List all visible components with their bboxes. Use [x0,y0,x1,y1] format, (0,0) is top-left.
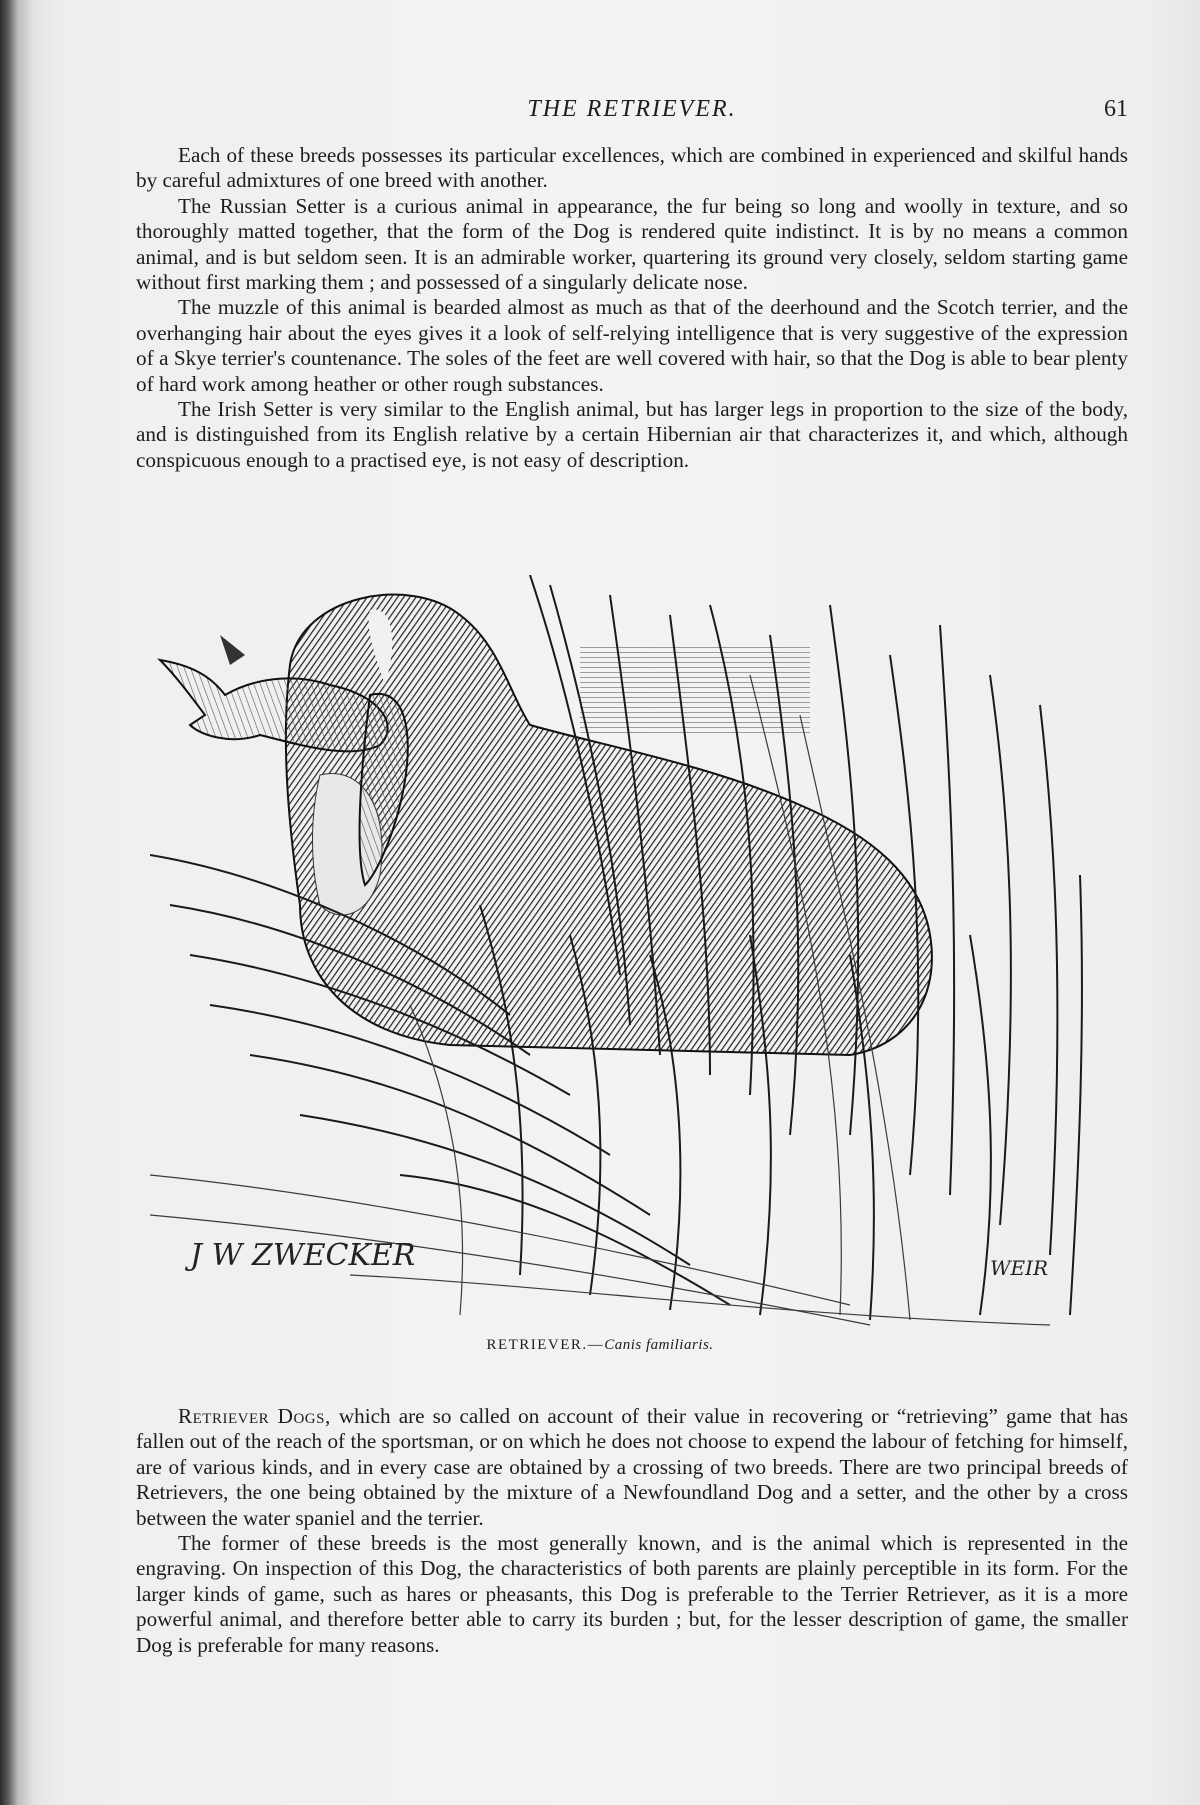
text-block-bottom [136,1404,1128,1658]
text-block-top [136,143,1128,473]
signature-left: J W ZWECKER [190,1238,416,1273]
paragraph-irish-setter: The Irish Setter is very similar to the English animal, but has larger legs in proportion to the size of the body, and is distinguished from its English relative by a certain Hibernian air that characterizes it, and which, although conspicuous enough to a practised eye, is not easy of description. [136,397,1128,472]
paragraph-lead: Retriever Dogs, [178,1404,331,1428]
caption-title: RETRIEVER.— [486,1337,605,1353]
caption-latin: Canis familiaris. [604,1337,714,1353]
paragraph-retriever-dogs [136,1404,1128,1531]
signature-right: WEIR [990,1256,1049,1280]
running-title: THE RETRIEVER. [527,96,737,122]
page-number: 61 [1104,96,1128,122]
paragraph-breeds: Each of these breeds possesses its particular excellences, which are combined in experienced and skilful hands by careful admixtures of one breed with another. [136,143,1128,193]
paragraph-muzzle: The muzzle of this animal is bearded almost as much as that of the deerhound and the Scotch terrier, and the overhanging hair about the eyes gives it a look of self-relying intelligence that is very suggestive of the expression of a Skye terrier's countenance. The soles of the feet are well covered with hair, so that the Dog is able to bear plenty of hard work among heather or other rough substances. [136,295,1128,396]
paragraph-retriever-dogs-body: which are so called on account of their value in recovering or “retrieving” game that has fallen out of the reach of the sportsman, or on which he does not choose to expend the labour of fetching for himself, are of various kinds, and in every case are obtained by a crossing of two breeds. There are two principal breeds of Retrievers, the one being obtained by the mixture of a Newfoundland Dog and a setter, and the other by a cross between the water spaniel and the terrier. [136,1404,1129,1530]
engraving-retriever-icon [150,575,1095,1330]
retriever-engraving-illustration [150,575,1095,1330]
paragraph-former-breeds: The former of these breeds is the most generally known, and is the animal which is represented in the engraving. On inspection of this Dog, the characteristics of both parents are plainly perceptible in its form. For the larger kinds of game, such as hares or pheasants, this Dog is preferable to the Terrier Retriever, as it is a more powerful animal, and therefore better able to carry its burden ; but, for the lesser description of game, the smaller Dog is preferable for many reasons. [136,1531,1128,1657]
running-head [136,96,1128,126]
paragraph-russian-setter: The Russian Setter is a curious animal in appearance, the fur being so long and woolly in texture, and so thoroughly matted together, that the form of the Dog is rendered quite indistinct. It is by no means a common animal, and is but seldom seen. It is an admirable worker, quartering its ground very closely, seldom starting game without first marking them ; and possessed of a singularly delicate nose. [136,193,1128,295]
figure-caption [0,1337,1200,1354]
